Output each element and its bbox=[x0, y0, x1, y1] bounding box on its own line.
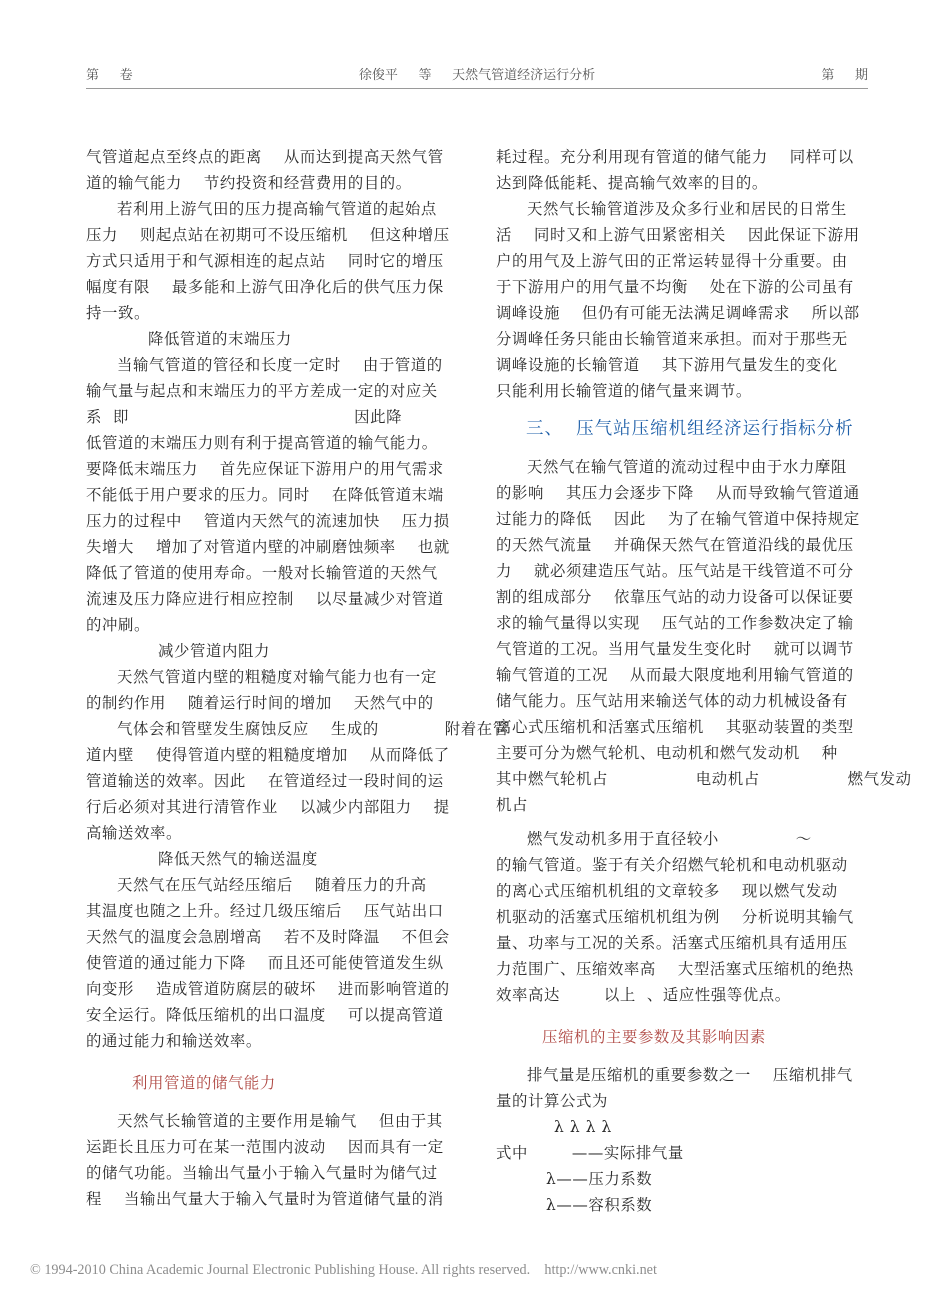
text-line: 降低了管道的使用寿命。一般对长输管道的天然气 bbox=[86, 564, 438, 582]
text-line: 低管道的末端压力则有利于提高管道的输气能力。 bbox=[86, 434, 438, 452]
text-line: 若利用上游气田的压力提高输气管道的起始点 bbox=[117, 200, 437, 218]
text-line: 运距长且压力可在某一范围内波动 因而具有一定 bbox=[86, 1138, 444, 1156]
text-line: 程 当输出气量大于输入气量时为管道储气量的消 bbox=[86, 1190, 444, 1208]
text-line: 过能力的降低 因此 为了在输气管道中保持规定 bbox=[496, 510, 860, 528]
paragraph bbox=[496, 454, 912, 818]
header-title: 徐俊平 等 天然气管道经济运行分析 bbox=[358, 68, 596, 83]
paragraph bbox=[86, 664, 509, 846]
section-title: 三、 压气站压缩机组经济运行指标分析 bbox=[526, 419, 854, 439]
text-line: 天然气长输管道涉及众多行业和居民的日常生 bbox=[527, 200, 847, 218]
subsection-heading: 降低天然气的输送温度 bbox=[158, 850, 318, 868]
left-column bbox=[86, 144, 509, 1212]
paragraph bbox=[86, 196, 460, 326]
text-line: 安全运行。降低压缩机的出口温度 可以提高管道 bbox=[86, 1006, 444, 1024]
text-line: 效率高达 以上 、适应性强等优点。 bbox=[496, 986, 791, 1004]
formula-definition: 式中 ——实际排气量 bbox=[496, 1144, 684, 1162]
paragraph bbox=[86, 872, 460, 1054]
text-line: 的冲刷。 bbox=[86, 616, 150, 634]
text-line: 割的组成部分 依靠压气站的动力设备可以保证要 bbox=[496, 588, 854, 606]
volume-label: 第 卷 bbox=[86, 68, 133, 83]
text-line: 天然气在输气管道的流动过程中由于水力摩阻 bbox=[527, 458, 847, 476]
text-line: 量的计算公式为 bbox=[496, 1092, 608, 1110]
text-line: 天然气的温度会急剧增高 若不及时降温 不但会 bbox=[86, 928, 450, 946]
running-header bbox=[86, 64, 868, 84]
text-line: 的通过能力和输送效率。 bbox=[86, 1032, 262, 1050]
text-line: 幅度有限 最多能和上游气田净化后的供气压力保 bbox=[86, 278, 444, 296]
text-line: 主要可分为燃气轮机、电动机和燃气发动机 种 bbox=[496, 744, 838, 762]
text-line: 天然气在压气站经压缩后 随着压力的升高 bbox=[117, 876, 427, 894]
text-line: 调峰设施 但仍有可能无法满足调峰需求 所以部 bbox=[496, 304, 860, 322]
text-line: 的制约作用 随着运行时间的增加 天然气中的 bbox=[86, 694, 434, 712]
text-line: 要降低末端压力 首先应保证下游用户的用气需求 bbox=[86, 460, 444, 478]
text-line: 当输气管道的管径和长度一定时 由于管道的 bbox=[117, 356, 443, 374]
text-line: 气管道起点至终点的距离 从而达到提高天然气管 bbox=[86, 148, 444, 166]
text-line: 管道输送的效率。因此 在管道经过一段时间的运 bbox=[86, 772, 444, 790]
text-line: 系 即 因此降 bbox=[86, 408, 403, 426]
paragraph bbox=[86, 1108, 460, 1212]
text-line: 失增大 增加了对管道内壁的冲刷磨蚀频率 也就 bbox=[86, 538, 450, 556]
subsection-heading: 降低管道的末端压力 bbox=[148, 330, 292, 348]
paragraph bbox=[86, 352, 460, 638]
text-line: 调峰设施的长输管道 其下游用气量发生的变化 bbox=[496, 356, 838, 374]
issue-label: 第 期 bbox=[821, 68, 868, 83]
text-line: 燃气发动机多用于直径较小 ～ bbox=[527, 830, 812, 848]
text-line: 输气管道的工况 从而最大限度地利用输气管道的 bbox=[496, 666, 854, 684]
text-line: 气体会和管壁发生腐蚀反应 生成的 附着在管 bbox=[117, 720, 509, 738]
text-line: 机驱动的活塞式压缩机机组为例 分析说明其输气 bbox=[496, 908, 854, 926]
text-line: 压力 则起点站在初期可不设压缩机 但这种增压 bbox=[86, 226, 450, 244]
paragraph bbox=[496, 826, 870, 1008]
formula: λ λ λ λ bbox=[554, 1118, 612, 1136]
text-line: 户的用气及上游气田的正常运转显得十分重要。由 bbox=[496, 252, 848, 270]
text-line: 的输气管道。鉴于有关介绍燃气轮机和电动机驱动 bbox=[496, 856, 848, 874]
text-line: 的储气功能。当输出气量小于输入气量时为储气过 bbox=[86, 1164, 438, 1182]
text-line: 于下游用户的用气量不均衡 处在下游的公司虽有 bbox=[496, 278, 854, 296]
text-line: 其中燃气轮机占 电动机占 燃气发动 bbox=[496, 770, 912, 788]
text-line: 其温度也随之上升。经过几级压缩后 压气站出口 bbox=[86, 902, 444, 920]
text-line: 机占 bbox=[496, 796, 528, 814]
copyright-footer: © 1994-2010 China Academic Journal Electronic Publishing House. All rights reserved. http://www.cnki.net bbox=[30, 1262, 657, 1278]
text-line: 流速及压力降应进行相应控制 以尽量减少对管道 bbox=[86, 590, 444, 608]
text-line: 的天然气流量 并确保天然气在管道沿线的最优压 bbox=[496, 536, 854, 554]
text-line: 离心式压缩机和活塞式压缩机 其驱动装置的类型 bbox=[496, 718, 854, 736]
text-line: 方式只适用于和气源相连的起点站 同时它的增压 bbox=[86, 252, 444, 270]
text-line: 分调峰任务只能由长输管道来承担。而对于那些无 bbox=[496, 330, 848, 348]
text-line: 达到降低能耗、提高输气效率的目的。 bbox=[496, 174, 768, 192]
text-line: 道的输气能力 节约投资和经营费用的目的。 bbox=[86, 174, 412, 192]
paragraph bbox=[496, 144, 870, 196]
text-line: 气管道的工况。当用气量发生变化时 就可以调节 bbox=[496, 640, 854, 658]
text-line: 行后必须对其进行清管作业 以减少内部阻力 提 bbox=[86, 798, 450, 816]
text-line: 不能低于用户要求的压力。同时 在降低管道末端 bbox=[86, 486, 444, 504]
text-line: 的离心式压缩机机组的文章较多 现以燃气发动 bbox=[496, 882, 838, 900]
formula-definition: λ——容积系数 bbox=[546, 1196, 653, 1214]
text-line: 储气能力。压气站用来输送气体的动力机械设备有 bbox=[496, 692, 848, 710]
text-line: 的影响 其压力会逐步下降 从而导致输气管道通 bbox=[496, 484, 860, 502]
text-line: 使管道的通过能力下降 而且还可能使管道发生纵 bbox=[86, 954, 444, 972]
text-line: 量、功率与工况的关系。活塞式压缩机具有适用压 bbox=[496, 934, 848, 952]
text-line: 天然气管道内壁的粗糙度对输气能力也有一定 bbox=[117, 668, 437, 686]
section-heading: 利用管道的储气能力 bbox=[132, 1074, 276, 1092]
text-line: 输气量与起点和末端压力的平方差成一定的对应关 bbox=[86, 382, 438, 400]
text-line: 持一致。 bbox=[86, 304, 150, 322]
paragraph bbox=[86, 144, 460, 196]
paragraph bbox=[496, 196, 870, 404]
right-column bbox=[496, 144, 912, 1218]
text-line: 耗过程。充分利用现有管道的储气能力 同样可以 bbox=[496, 148, 854, 166]
text-line: 求的输气量得以实现 压气站的工作参数决定了输 bbox=[496, 614, 854, 632]
text-line: 天然气长输管道的主要作用是输气 但由于其 bbox=[117, 1112, 443, 1130]
text-line: 向变形 造成管道防腐层的破坏 进而影响管道的 bbox=[86, 980, 450, 998]
subsection-heading: 减少管道内阻力 bbox=[158, 642, 270, 660]
text-line: 道内壁 使得管道内壁的粗糙度增加 从而降低了 bbox=[86, 746, 450, 764]
text-line: 压力的过程中 管道内天然气的流速加快 压力损 bbox=[86, 512, 450, 530]
text-line: 活 同时又和上游气田紧密相关 因此保证下游用 bbox=[496, 226, 860, 244]
header-rule bbox=[86, 88, 868, 89]
text-line: 高输送效率。 bbox=[86, 824, 182, 842]
text-line: 只能利用长输管道的储气量来调节。 bbox=[496, 382, 752, 400]
text-line: 力范围广、压缩效率高 大型活塞式压缩机的绝热 bbox=[496, 960, 854, 978]
paragraph bbox=[496, 1062, 870, 1114]
text-line: 力 就必须建造压气站。压气站是干线管道不可分 bbox=[496, 562, 854, 580]
subsection-heading: 压缩机的主要参数及其影响因素 bbox=[542, 1028, 766, 1046]
text-line: 排气量是压缩机的重要参数之一 压缩机排气 bbox=[527, 1066, 853, 1084]
formula-definition: λ——压力系数 bbox=[546, 1170, 653, 1188]
